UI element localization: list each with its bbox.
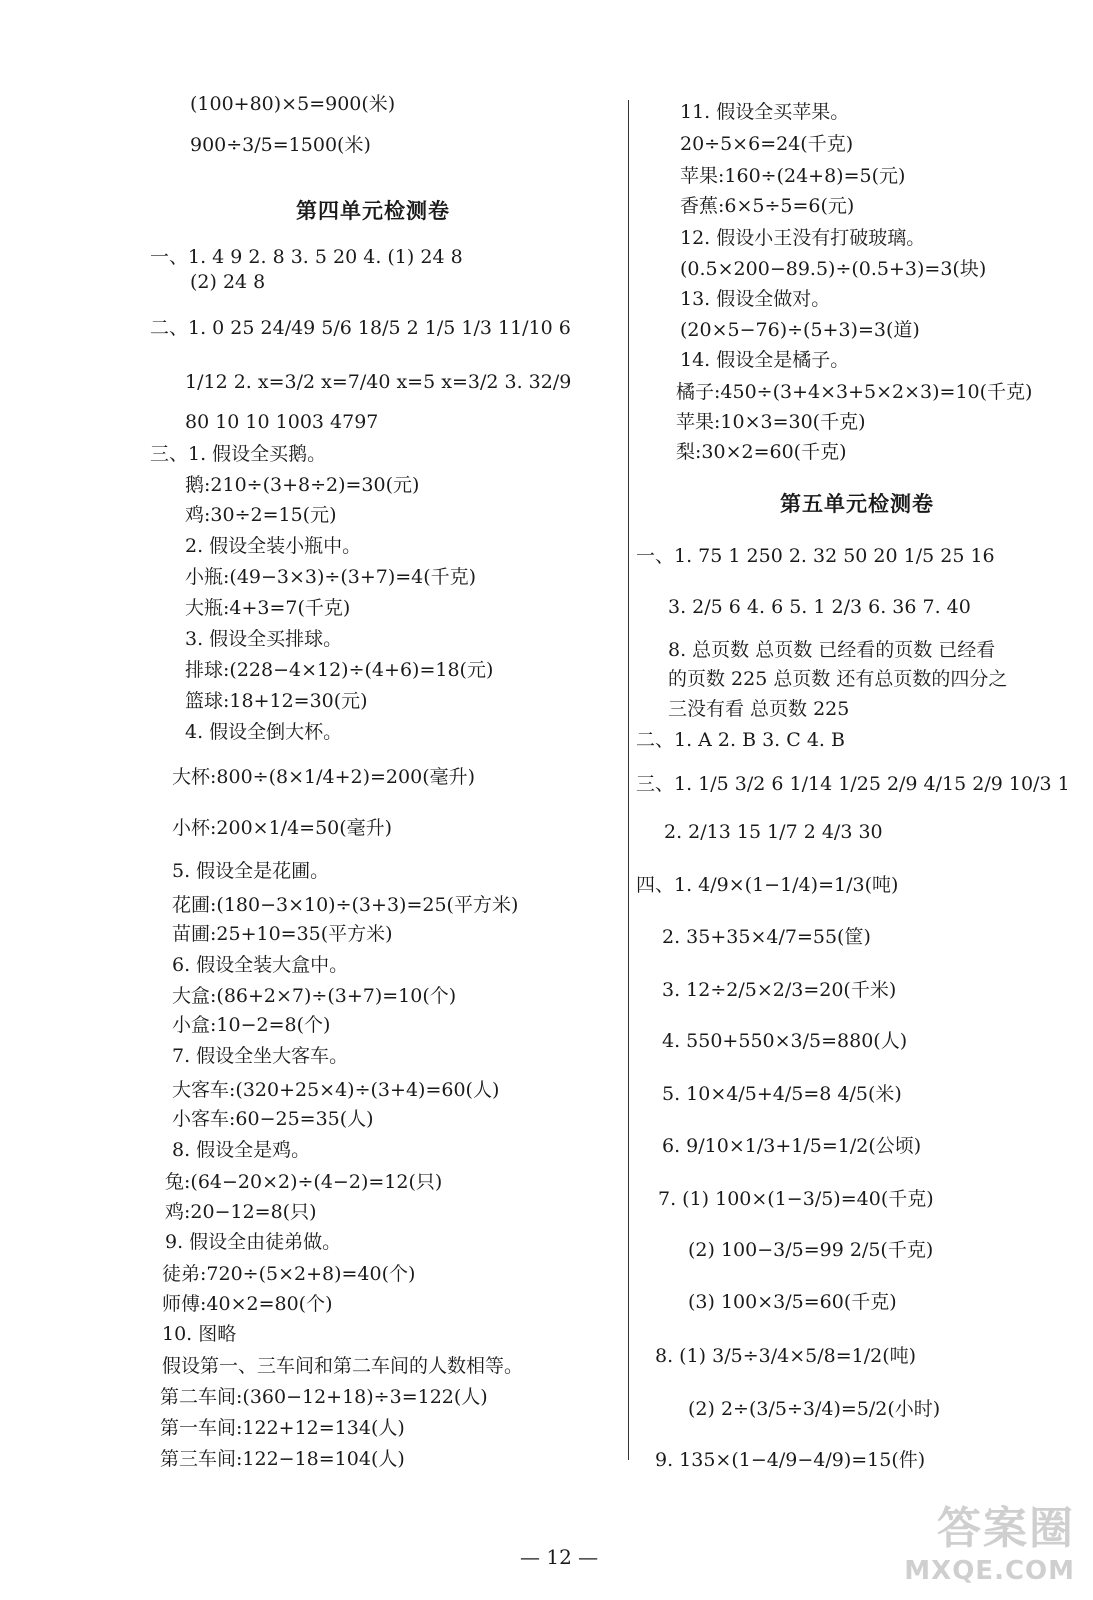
answer-line: 三、1. 1/5 3/2 6 1/14 1/25 2/9 4/15 2/9 10/3 1 — [636, 773, 1070, 795]
answer-line: 徒弟:720÷(5×2+8)=40(个) — [162, 1263, 416, 1285]
answer-line: 2. 35+35×4/7=55(筐) — [662, 926, 871, 948]
answer-line: 一、1. 75 1 250 2. 32 50 20 1/5 25 16 — [636, 545, 995, 567]
answer-line: 7. (1) 100×(1−3/5)=40(千克) — [658, 1188, 934, 1210]
answer-line: 12. 假设小王没有打破玻璃。 — [680, 227, 926, 249]
answer-line: 二、1. 0 25 24/49 5/6 18/5 2 1/5 1/3 11/10 6 — [150, 317, 571, 339]
answer-line: (20×5−76)÷(5+3)=3(道) — [680, 319, 920, 341]
answer-line: 5. 10×4/5+4/5=8 4/5(米) — [662, 1083, 902, 1105]
answer-line: 三没有看 总页数 225 — [668, 698, 850, 720]
answer-line: 第一车间:122+12=134(人) — [160, 1417, 405, 1439]
answer-line: 香蕉:6×5÷5=6(元) — [680, 195, 855, 217]
answer-line: (2) 2÷(3/5÷3/4)=5/2(小时) — [688, 1398, 941, 1420]
answer-line: (100+80)×5=900(米) — [190, 93, 396, 115]
answer-line: 20÷5×6=24(千克) — [680, 133, 854, 155]
answer-line: 小杯:200×1/4=50(毫升) — [172, 817, 393, 839]
answer-line: 小客车:60−25=35(人) — [172, 1108, 374, 1130]
answer-line: 13. 假设全做对。 — [680, 288, 831, 310]
answer-line: 第三车间:122−18=104(人) — [160, 1448, 405, 1470]
answer-line: 四、1. 4/9×(1−1/4)=1/3(吨) — [636, 874, 899, 896]
answer-line: 3. 假设全买排球。 — [185, 628, 343, 650]
answer-line: 9. 135×(1−4/9−4/9)=15(件) — [655, 1449, 926, 1471]
answer-line: (0.5×200−89.5)÷(0.5+3)=3(块) — [680, 258, 987, 280]
answer-line: 苗圃:25+10=35(平方米) — [172, 923, 393, 945]
answer-line: 的页数 225 总页数 还有总页数的四分之 — [668, 668, 1008, 690]
answer-line: 80 10 10 1003 4797 — [185, 411, 379, 433]
answer-line: 大盒:(86+2×7)÷(3+7)=10(个) — [172, 985, 457, 1007]
answer-line: 10. 图略 — [162, 1323, 237, 1345]
answer-line: 3. 12÷2/5×2/3=20(千米) — [662, 979, 897, 1001]
answer-line: 5. 假设全是花圃。 — [172, 860, 330, 882]
answer-line: 苹果:10×3=30(千克) — [676, 411, 866, 433]
answer-line: (2) 24 8 — [190, 271, 266, 293]
answer-line: 三、1. 假设全买鹅。 — [150, 443, 327, 465]
answer-line: 8. 假设全是鸡。 — [172, 1139, 311, 1161]
answer-line: 苹果:160÷(24+8)=5(元) — [680, 165, 906, 187]
answer-line: 小瓶:(49−3×3)÷(3+7)=4(千克) — [185, 566, 477, 588]
watermark-url: MXQE.COM — [904, 1556, 1075, 1586]
answer-line: 排球:(228−4×12)÷(4+6)=18(元) — [185, 659, 494, 681]
answer-line: 假设第一、三车间和第二车间的人数相等。 — [162, 1355, 524, 1377]
answer-line: 橘子:450÷(3+4×3+5×2×3)=10(千克) — [676, 381, 1033, 403]
answer-line: 4. 假设全倒大杯。 — [185, 721, 343, 743]
answer-line: 篮球:18+12=30(元) — [185, 690, 368, 712]
answer-line: 大客车:(320+25×4)÷(3+4)=60(人) — [172, 1079, 500, 1101]
watermark-logo: 答案圈 — [937, 1503, 1075, 1554]
answer-line: 8. (1) 3/5÷3/4×5/8=1/2(吨) — [655, 1345, 917, 1367]
section-title: 第四单元检测卷 — [296, 198, 450, 223]
answer-line: 鹅:210÷(3+8÷2)=30(元) — [185, 474, 420, 496]
answer-line: 鸡:20−12=8(只) — [165, 1201, 317, 1223]
answer-line: 1/12 2. x=3/2 x=7/40 x=5 x=3/2 3. 32/9 — [185, 371, 572, 393]
answer-line: 3. 2/5 6 4. 6 5. 1 2/3 6. 36 7. 40 — [668, 596, 971, 618]
answer-line: 2. 假设全装小瓶中。 — [185, 535, 362, 557]
answer-line: 二、1. A 2. B 3. C 4. B — [636, 729, 845, 751]
answer-line: 师傅:40×2=80(个) — [162, 1293, 333, 1315]
answer-line: 7. 假设全坐大客车。 — [172, 1045, 349, 1067]
answer-line: 花圃:(180−3×10)÷(3+3)=25(平方米) — [172, 894, 519, 916]
answer-line: 一、1. 4 9 2. 8 3. 5 20 4. (1) 24 8 — [150, 246, 463, 268]
column-divider — [628, 100, 629, 1460]
page-number: — 12 — — [520, 1545, 599, 1569]
answer-line: 6. 9/10×1/3+1/5=1/2(公顷) — [662, 1135, 922, 1157]
section-title: 第五单元检测卷 — [780, 491, 934, 516]
answer-line: 小盒:10−2=8(个) — [172, 1014, 331, 1036]
answer-line: 8. 总页数 总页数 已经看的页数 已经看 — [668, 639, 996, 661]
answer-line: 11. 假设全买苹果。 — [680, 101, 850, 123]
watermark — [904, 1492, 1075, 1586]
answer-line: 梨:30×2=60(千克) — [676, 441, 847, 463]
answer-line: 鸡:30÷2=15(元) — [185, 504, 337, 526]
answer-line: 6. 假设全装大盒中。 — [172, 954, 349, 976]
answer-line: 14. 假设全是橘子。 — [680, 349, 850, 371]
answer-line: 大杯:800÷(8×1/4+2)=200(毫升) — [172, 766, 476, 788]
answer-line: (2) 100−3/5=99 2/5(千克) — [688, 1239, 934, 1261]
answer-line: 9. 假设全由徒弟做。 — [165, 1231, 342, 1253]
answer-line: (3) 100×3/5=60(千克) — [688, 1291, 897, 1313]
answer-line: 900÷3/5=1500(米) — [190, 134, 371, 156]
answer-line: 2. 2/13 15 1/7 2 4/3 30 — [664, 821, 883, 843]
answer-line: 第二车间:(360−12+18)÷3=122(人) — [160, 1386, 488, 1408]
answer-line: 大瓶:4+3=7(千克) — [185, 597, 351, 619]
answer-line: 4. 550+550×3/5=880(人) — [662, 1030, 908, 1052]
answer-line: 兔:(64−20×2)÷(4−2)=12(只) — [165, 1171, 443, 1193]
